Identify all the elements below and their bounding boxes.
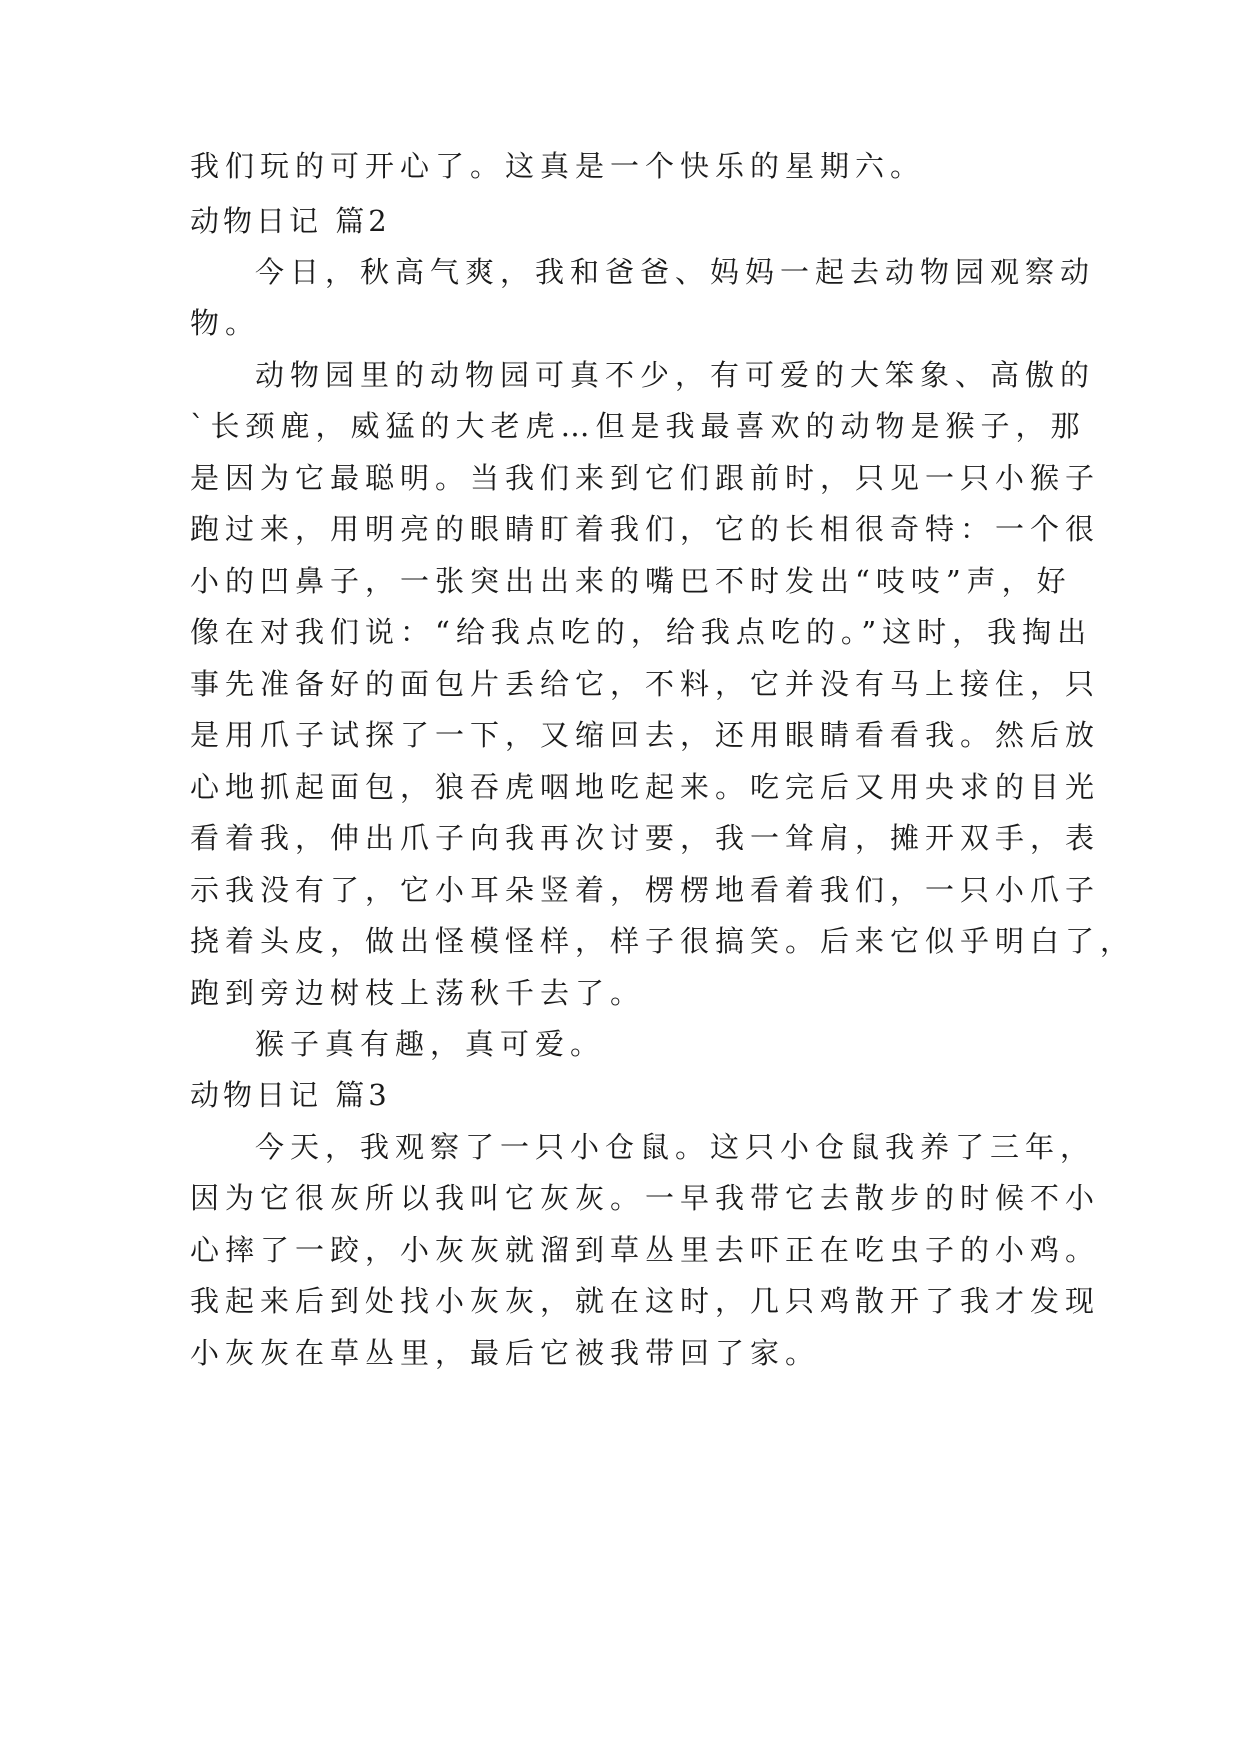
paragraph-line: 跑过来，用明亮的眼睛盯着我们，它的长相很奇特：一个很 <box>190 512 1101 546</box>
paragraph-line: 今日，秋高气爽，我和爸爸、妈妈一起去动物园观察动 <box>255 255 1096 289</box>
paragraph-line: 动物园里的动物园可真不少，有可爱的大笨象、高傲的 <box>255 358 1096 392</box>
paragraph-line: 是因为它最聪明。当我们来到它们跟前时，只见一只小猴子 <box>190 461 1101 495</box>
paragraph-line: 是用爪子试探了一下，又缩回去，还用眼睛看看我。然后放 <box>190 718 1101 752</box>
paragraph-line: 挠着头皮，做出怪模怪样，样子很搞笑。后来它似乎明白了， <box>190 924 1136 958</box>
paragraph-line: 跑到旁边树枝上荡秋千去了。 <box>190 976 646 1010</box>
paragraph-line: 像在对我们说：“给我点吃的，给我点吃的。”这时，我掏出 <box>190 615 1093 649</box>
paragraph-line: 示我没有了，它小耳朵竖着，楞楞地看着我们，一只小爪子 <box>190 873 1101 907</box>
paragraph-line: 因为它很灰所以我叫它灰灰。一早我带它去散步的时候不小 <box>190 1181 1101 1215</box>
paragraph-line: 看着我，伸出爪子向我再次讨要，我一耸肩，摊开双手，表 <box>190 821 1101 855</box>
paragraph-line: 我们玩的可开心了。这真是一个快乐的星期六。 <box>190 149 926 183</box>
paragraph-line: 心地抓起面包，狼吞虎咽地吃起来。吃完后又用央求的目光 <box>190 770 1101 804</box>
paragraph-line: 事先准备好的面包片丢给它，不料，它并没有马上接住，只 <box>190 667 1101 701</box>
paragraph-line: 小灰灰在草丛里，最后它被我带回了家。 <box>190 1336 821 1370</box>
section-heading: 动物日记 篇2 <box>190 204 391 238</box>
paragraph-line: 今天，我观察了一只小仓鼠。这只小仓鼠我养了三年， <box>255 1130 1096 1164</box>
paragraph-line: 猴子真有趣，真可爱。 <box>255 1027 606 1061</box>
paragraph-line: 物。 <box>190 306 261 340</box>
section-heading: 动物日记 篇3 <box>190 1078 391 1112</box>
paragraph-line: `长颈鹿，威猛的大老虎…但是我最喜欢的动物是猴子，那 <box>190 409 1086 443</box>
paragraph-line: 心摔了一跤，小灰灰就溜到草丛里去吓正在吃虫子的小鸡。 <box>190 1233 1101 1267</box>
paragraph-line: 小的凹鼻子，一张突出出来的嘴巴不时发出“吱吱”声，好 <box>190 564 1072 598</box>
paragraph-line: 我起来后到处找小灰灰，就在这时，几只鸡散开了我才发现 <box>190 1284 1101 1318</box>
